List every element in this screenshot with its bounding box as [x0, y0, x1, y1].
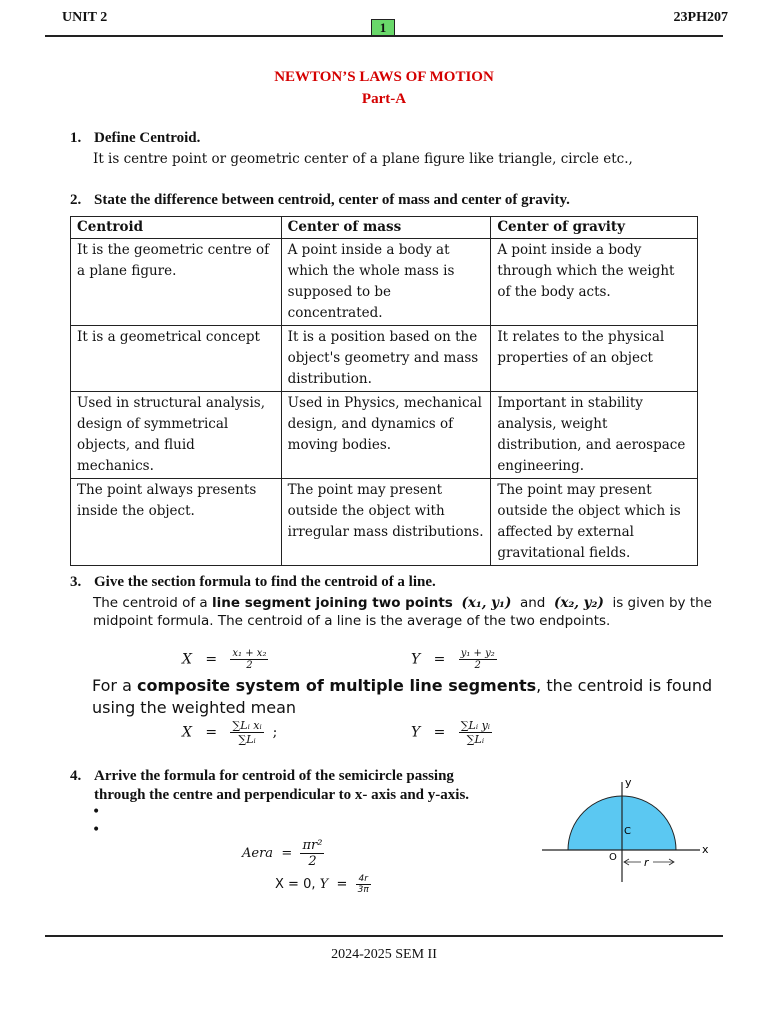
- q4-heading: [70, 768, 454, 785]
- table-row: [71, 239, 698, 326]
- table-cell: It is the geometric centre of a plane figure.: [71, 239, 282, 326]
- table-cell: Used in Physics, mechanical design, and dynamics of moving bodies.: [281, 392, 491, 479]
- equals: =: [281, 846, 293, 861]
- composite-line2: using the weighted mean: [92, 698, 297, 717]
- table-cell: Used in structural analysis, design of symmetrical objects, and fluid mechanics.: [71, 392, 282, 479]
- denominator: 2: [246, 660, 253, 671]
- fraction: [356, 874, 371, 895]
- q3-line2: midpoint formula. The centroid of a line is the average of the two endpoints.: [93, 613, 611, 629]
- var-y: Y: [411, 724, 421, 741]
- x-axis-label: x: [702, 843, 709, 856]
- equals: =: [205, 651, 218, 668]
- var-x: X: [182, 724, 192, 741]
- q3-heading: [70, 574, 436, 591]
- q1-heading: [70, 130, 200, 147]
- numerator: y₁ + y₂: [460, 648, 495, 659]
- midpoint-formula-y: [411, 648, 497, 671]
- q3-text-end: is given by the: [612, 595, 712, 611]
- table-row: [71, 392, 698, 479]
- table-cell: It relates to the physical properties of an object: [491, 326, 698, 392]
- q1-number: 1.: [70, 130, 82, 146]
- composite-text-end: , the centroid is found: [536, 676, 713, 695]
- point-2: (x₂, y₂): [553, 595, 604, 611]
- var-y: Y: [411, 651, 421, 668]
- denominator: 2: [308, 854, 317, 869]
- semicolon: ;: [272, 724, 278, 741]
- q2-number: 2.: [70, 192, 82, 208]
- table-header-cell: Centroid: [71, 217, 282, 239]
- fraction: [230, 648, 268, 671]
- table-row: [71, 326, 698, 392]
- table-cell: The point may present outside the object which is affected by external gravitational fields.: [491, 479, 698, 566]
- table-cell: A point inside a body at which the whole mass is supposed to be concentrated.: [281, 239, 491, 326]
- weighted-formula-x: [182, 719, 277, 746]
- fraction: [459, 648, 497, 671]
- equals: =: [205, 724, 218, 741]
- var-x: X: [182, 651, 192, 668]
- course-code: 23PH207: [673, 10, 728, 25]
- q3-question: Give the section formula to find the centroid of a line.: [94, 574, 436, 590]
- denominator: 2: [474, 660, 481, 671]
- numerator: ∑Lᵢ xᵢ: [232, 719, 262, 732]
- table-cell: A point inside a body through which the weight of the body acts.: [491, 239, 698, 326]
- footer-divider: [45, 935, 723, 937]
- page-number-badge: 1: [371, 19, 395, 36]
- q1-answer: It is centre point or geometric center of a plane figure like triangle, circle etc.,: [93, 151, 633, 167]
- denominator: ∑Lᵢ: [238, 733, 256, 746]
- table-header-row: [71, 217, 698, 239]
- centroid-result: [275, 874, 371, 895]
- table-cell: The point may present outside the object with irregular mass distributions.: [281, 479, 491, 566]
- table-cell: It is a geometrical concept: [71, 326, 282, 392]
- part-title: Part-A: [361, 91, 407, 107]
- equals: =: [433, 724, 446, 741]
- origin-label: O: [609, 852, 617, 863]
- q3-text: The centroid of a: [93, 595, 212, 611]
- table-cell: The point always presents inside the object.: [71, 479, 282, 566]
- area-label: Aera: [242, 846, 274, 861]
- and-text: and: [519, 595, 546, 611]
- numerator: πr²: [302, 838, 323, 853]
- bullet: •: [92, 804, 101, 820]
- table-cell: Important in stability analysis, weight distribution, and aerospace engineering.: [491, 392, 698, 479]
- composite-line1: [92, 676, 712, 695]
- var-y: Y: [319, 877, 329, 892]
- equals: =: [433, 651, 446, 668]
- difference-table: [70, 216, 698, 566]
- y-axis-label: y: [625, 776, 632, 789]
- unit-label: UNIT 2: [62, 10, 108, 25]
- q2-heading: [70, 192, 570, 209]
- q4-question-line2: through the centre and perpendicular to x- axis and y-axis.: [94, 787, 470, 803]
- q4-question-line1: Arrive the formula for centroid of the semicircle passing: [94, 768, 454, 784]
- q3-bold-text: line segment joining two points: [211, 595, 453, 611]
- table-header-cell: Center of mass: [281, 217, 491, 239]
- footer-text: 2024-2025 SEM II: [331, 947, 437, 962]
- area-formula: [242, 838, 324, 869]
- q2-question: State the difference between centroid, center of mass and center of gravity.: [94, 192, 570, 208]
- table-header-cell: Center of gravity: [491, 217, 698, 239]
- weighted-formula-y: [411, 719, 492, 746]
- bullet: •: [92, 822, 101, 838]
- fraction: [300, 838, 324, 869]
- composite-bold: composite system of multiple line segments: [136, 676, 537, 695]
- q4-number: 4.: [70, 768, 82, 784]
- point-1: (x₁, y₁): [461, 595, 512, 611]
- table-cell: It is a position based on the object's geometry and mass distribution.: [281, 326, 491, 392]
- centroid-label: C: [624, 826, 631, 837]
- midpoint-formula-x: [182, 648, 268, 671]
- table-row: [71, 479, 698, 566]
- fraction: [230, 719, 263, 746]
- denominator: 3π: [357, 885, 369, 895]
- document-title: NEWTON’S LAWS OF MOTION: [274, 69, 494, 85]
- fraction: [459, 719, 492, 746]
- composite-text: For a: [92, 676, 137, 695]
- q3-line1: [93, 595, 712, 611]
- radius-label: r: [644, 856, 649, 869]
- denominator: ∑Lᵢ: [466, 733, 485, 746]
- semicircle-figure: [538, 776, 718, 886]
- numerator: x₁ + x₂: [232, 648, 267, 659]
- header-divider: [45, 35, 723, 37]
- x-zero: X = 0,: [275, 877, 316, 892]
- q1-question: Define Centroid.: [94, 130, 201, 146]
- equals: =: [336, 877, 348, 892]
- numerator: 4r: [356, 874, 371, 885]
- numerator: ∑Lᵢ yᵢ: [460, 719, 490, 732]
- q3-number: 3.: [70, 574, 82, 590]
